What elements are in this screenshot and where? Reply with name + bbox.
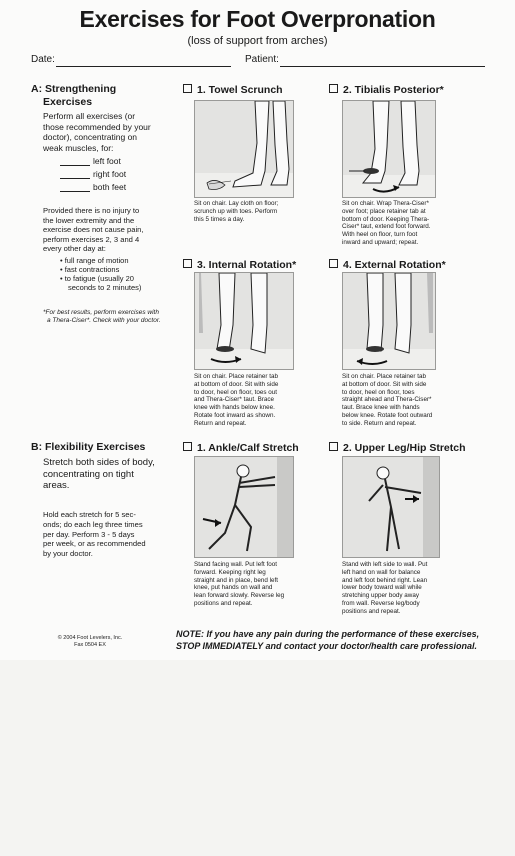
upper-leg-hip-illustration xyxy=(342,456,440,558)
section-a-intro: Perform all exercises (or those recommended by your doctor), concentrating on weak muscles, for: xyxy=(43,111,151,153)
date-label: Date: xyxy=(31,54,55,65)
exercise-tibialis-posterior-title[interactable]: 2. Tibialis Posterior* xyxy=(329,84,444,96)
internal-rotation-illustration xyxy=(194,272,294,370)
option-both-feet[interactable]: both feet xyxy=(60,182,126,192)
checkbox-external-rotation[interactable] xyxy=(329,259,338,268)
section-a-heading: A: Strengthening Exercises xyxy=(31,83,117,108)
option-right-foot[interactable]: right foot xyxy=(60,169,126,179)
patient-label: Patient: xyxy=(245,54,279,65)
exercise-upper-leg-hip-title[interactable]: 2. Upper Leg/Hip Stretch xyxy=(329,442,466,454)
external-rotation-caption: Sit on chair. Place retainer tab at bottom of door. Sit with side to door, heel on floor, toes straight ahead and Thera-Ciser* taut. Brace knee with hands below knee. Rotate foot outward to side. Return and repeat. xyxy=(342,373,433,427)
copyright: © 2004 Foot Levelers, Inc. Fax 0504 EX xyxy=(57,635,123,648)
checkbox-towel-scrunch[interactable] xyxy=(183,84,192,93)
section-a-conditions: Provided there is no injury to the lower extremity and the exercise does not cause pain, perform exercises 2, 3 and 4 every other day at: xyxy=(43,206,144,254)
upper-leg-hip-caption: Stand with left side to wall. Put left hand on wall for balance and left foot behind right. Lean lower body toward wall while stretching upper body away from wall. Reverse leg/body positions and repeat. xyxy=(342,561,428,615)
exercise-external-rotation-title[interactable]: 4. External Rotation* xyxy=(329,259,446,271)
checkbox-internal-rotation[interactable] xyxy=(183,259,192,268)
tibialis-posterior-caption: Sit on chair. Wrap Thera-Ciser* over foot; place retainer tab at bottom of door. Keeping Thera- Ciser* taut, extend foot forward. With heel on floor, turn foot inward and upward; repeat. xyxy=(342,200,431,246)
patient-field[interactable] xyxy=(280,66,485,67)
section-b-intro: Stretch both sides of body, concentrating on tight areas. xyxy=(43,457,155,491)
section-a-bullets: • full range of motion • fast contractions • to fatigue (usually 20 seconds to 2 minutes) xyxy=(60,256,142,292)
ankle-calf-illustration xyxy=(194,456,294,558)
section-a-footnote: *For best results, perform exercises with a Thera-Ciser*. Check with your doctor. xyxy=(43,309,161,324)
checkbox-tibialis-posterior[interactable] xyxy=(329,84,338,93)
section-b-heading: B: Flexibility Exercises xyxy=(31,441,146,453)
towel-scrunch-caption: Sit on chair. Lay cloth on floor; scrunch up with toes. Perform this 5 times a day. xyxy=(194,200,279,223)
safety-note: NOTE: If you have any pain during the performance of these exercises, STOP IMMEDIATELY and contact your doctor/health care professional. xyxy=(176,629,480,651)
ankle-calf-caption: Stand facing wall. Put left foot forward. Keeping right leg straight and in place, bend left knee, put hands on wall and lean forward slowly. Reverse leg positions and repeat. xyxy=(194,561,285,607)
exercise-ankle-calf-title[interactable]: 1. Ankle/Calf Stretch xyxy=(183,442,299,454)
tibialis-posterior-illustration xyxy=(342,100,436,198)
date-field[interactable] xyxy=(56,66,231,67)
option-left-foot[interactable]: left foot xyxy=(60,156,121,166)
checkbox-upper-leg-hip[interactable] xyxy=(329,442,338,451)
external-rotation-illustration xyxy=(342,272,436,370)
internal-rotation-caption: Sit on chair. Place retainer tab at bottom of door. Sit with side to door, heel on floor, toes out and Thera-Ciser* taut. Brace knee with hands below knee. Rotate foot inward as shown. Return and repeat. xyxy=(194,373,279,427)
page-title: Exercises for Foot Overpronation xyxy=(79,6,436,32)
section-b-details: Hold each stretch for 5 sec- onds; do each leg three times per day. Perform 3 - 5 days per week, or as recommended by your doctor. xyxy=(43,510,146,559)
towel-scrunch-illustration xyxy=(194,100,294,198)
checkbox-ankle-calf[interactable] xyxy=(183,442,192,451)
exercise-towel-scrunch-title[interactable]: 1. Towel Scrunch xyxy=(183,84,283,96)
exercise-internal-rotation-title[interactable]: 3. Internal Rotation* xyxy=(183,259,296,271)
page-subtitle: (loss of support from arches) xyxy=(187,35,328,47)
